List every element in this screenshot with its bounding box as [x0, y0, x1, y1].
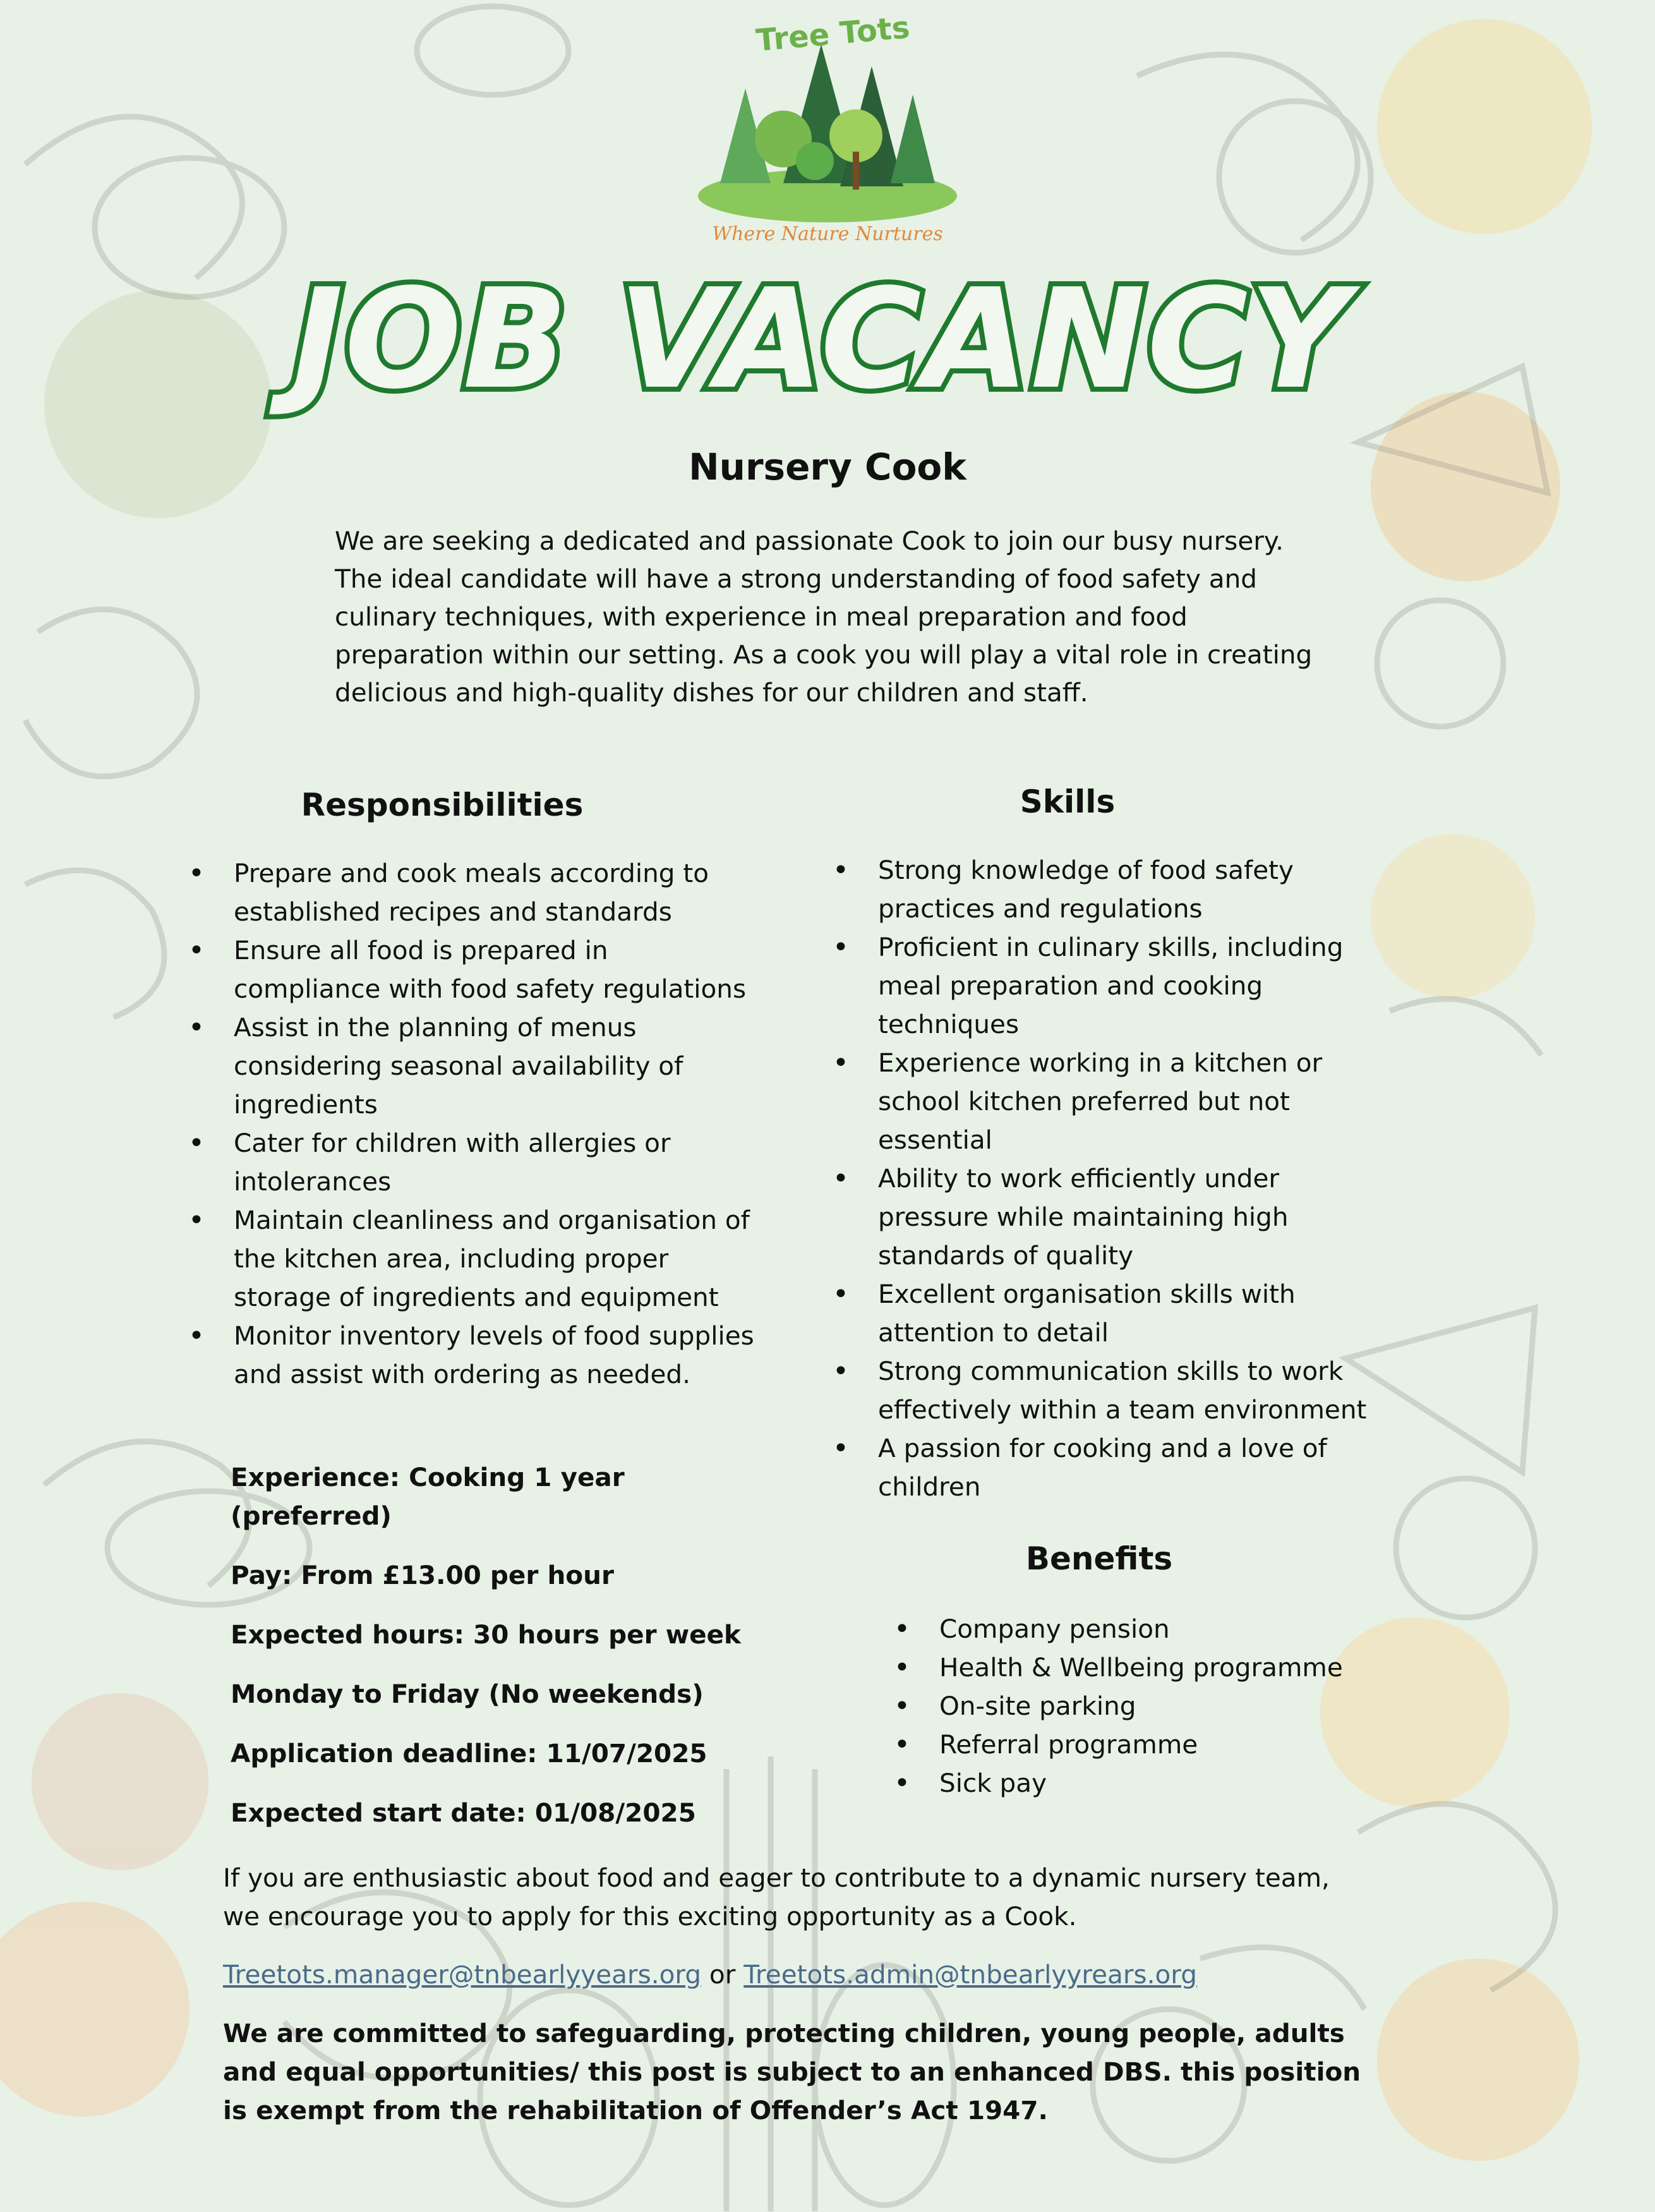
deadline-detail: Application deadline: 11/07/2025	[231, 1738, 707, 1768]
safeguarding-statement: We are committed to safeguarding, protecting children, young people, adults and equal opportunities/ this post is subject to an enhanced DBS. this position is exempt from the rehabilitation of Offender’s Act 1947.	[223, 2018, 1361, 2125]
responsibilities-list	[234, 854, 758, 1394]
headline-text: JOB VACANCY	[292, 260, 1351, 420]
closing-paragraph: If you are enthusiastic about food and eager to contribute to a dynamic nursery team, we encourage you to apply for this exciting opportunity as a Cook.	[223, 1863, 1330, 1931]
list-item: • Ability to work efficiently under pressure while maintaining high standards of quality	[878, 1159, 1371, 1275]
list-item: • Ensure all food is prepared in compliance with food safety regulations	[234, 931, 758, 1008]
skills-list	[878, 851, 1371, 1506]
pepper-doodle	[0, 1902, 190, 2117]
list-item: • Proficient in culinary skills, including meal preparation and cooking techniques	[878, 928, 1371, 1044]
experience-detail: Experience: Cooking 1 year (preferred)	[231, 1462, 625, 1531]
list-item: • Prepare and cook meals according to established recipes and standards	[234, 854, 758, 931]
hours-detail: Expected hours: 30 hours per week	[231, 1619, 741, 1650]
page-title: Nursery Cook	[689, 445, 966, 488]
responsibilities-heading: Responsibilities	[301, 787, 584, 823]
list-item: • Strong knowledge of food safety practices and regulations	[878, 851, 1371, 928]
benefits-heading: Benefits	[1025, 1540, 1173, 1577]
logo-tree-green-2	[891, 95, 935, 183]
list-item: • A passion for cooking and a love of children	[878, 1429, 1371, 1506]
list-item: • Maintain cleanliness and organisation of the kitchen area, including proper storage of ingredients and equipment	[234, 1201, 758, 1317]
start-date-detail: Expected start date: 01/08/2025	[231, 1798, 696, 1828]
list-item: • Cater for children with allergies or intolerances	[234, 1124, 758, 1201]
list-item: • Experience working in a kitchen or school kitchen preferred but not essential	[878, 1044, 1371, 1159]
list-item: • Referral programme	[939, 1725, 1381, 1764]
list-item: • Strong communication skills to work effectively within a team environment	[878, 1352, 1371, 1429]
list-item: • Assist in the planning of menus considering seasonal availability of ingredients	[234, 1008, 758, 1124]
skills-heading: Skills	[1020, 783, 1116, 820]
manager-email-link[interactable]: Treetots.manager@tnbearlyyears.org	[223, 1959, 702, 1990]
pay-detail: Pay: From £13.00 per hour	[231, 1560, 614, 1590]
list-item: • Excellent organisation skills with attention to detail	[878, 1275, 1371, 1352]
intro-paragraph: We are seeking a dedicated and passionate Cook to join our busy nursery. The ideal candidate will have a strong understanding of food safety and culinary techniques, with experience in meal preparation and food preparation within our setting. As a cook you will play a vital role in creating delicious and high-quality dishes for our children and staff.	[335, 526, 1313, 708]
list-item: • Monitor inventory levels of food supplies and assist with ordering as needed.	[234, 1317, 758, 1394]
apple-doodle	[32, 1693, 208, 1870]
list-item: • Health & Wellbeing programme	[939, 1648, 1381, 1687]
logo-brand-text: Tree Tots	[754, 9, 912, 59]
days-detail: Monday to Friday (No weekends)	[231, 1679, 704, 1709]
job-vacancy-headline	[292, 246, 1351, 430]
list-item: • Company pension	[939, 1610, 1381, 1648]
benefits-list	[939, 1610, 1381, 1803]
job-details	[231, 1458, 786, 1853]
logo-trunk	[853, 152, 859, 190]
or-text: or	[709, 1959, 736, 1990]
tree-tots-logo	[689, 6, 966, 246]
fruit-doodle	[1377, 1959, 1579, 2161]
logo-round-tree-3	[796, 142, 834, 180]
list-item: • Sick pay	[939, 1764, 1381, 1803]
contact-links	[223, 1955, 1373, 1994]
lemon-doodle	[1377, 19, 1592, 234]
admin-email-link[interactable]: Treetots.admin@tnbearlyyrears.org	[743, 1959, 1197, 1990]
logo-tagline-text: Where Nature Nurtures	[712, 223, 943, 245]
cheese-doodle	[1371, 834, 1535, 998]
list-item: • On-site parking	[939, 1687, 1381, 1725]
